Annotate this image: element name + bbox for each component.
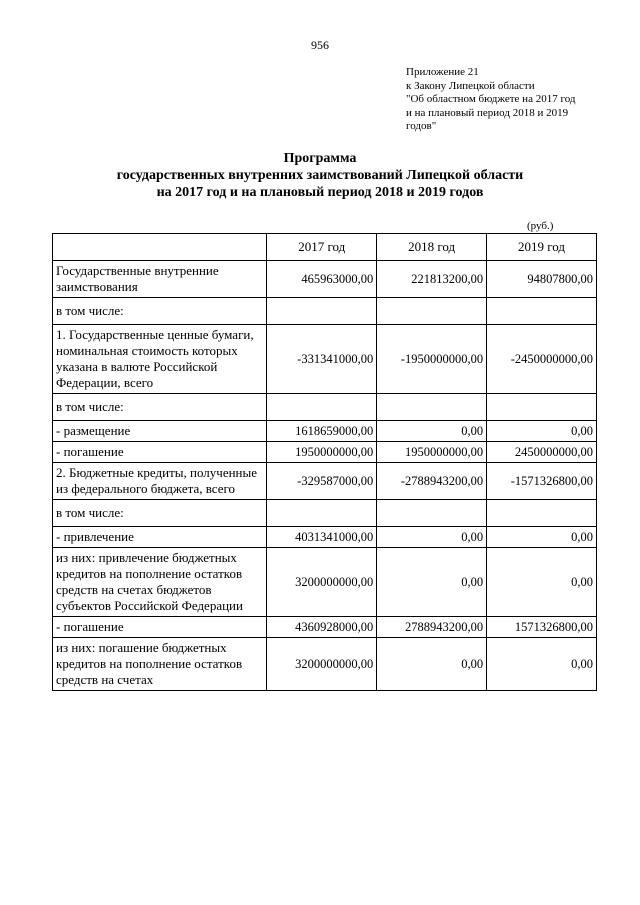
- value-2018: [377, 500, 487, 527]
- header-2018: 2018 год: [377, 234, 487, 261]
- value-2019: [487, 500, 597, 527]
- value-2017: -329587000,00: [267, 463, 377, 500]
- table-row: [53, 325, 597, 394]
- page-number: 956: [311, 38, 329, 52]
- value-2017: 4031341000,00: [267, 527, 377, 548]
- table-header-row: [53, 234, 597, 261]
- value-2019: 0,00: [487, 421, 597, 442]
- value-2018: 0,00: [377, 638, 487, 691]
- value-2019: -1571326800,00: [487, 463, 597, 500]
- value-2017: 465963000,00: [267, 261, 377, 298]
- table-row: [53, 548, 597, 617]
- table-row: [53, 638, 597, 691]
- row-label: 1. Государственные ценные бумаги, номинальная стоимость которых указана в валюте Российской Федерации, всего: [53, 325, 267, 394]
- value-2017: 3200000000,00: [267, 638, 377, 691]
- value-2017: [267, 298, 377, 325]
- table-row: [53, 617, 597, 638]
- value-2017: 1950000000,00: [267, 442, 377, 463]
- table-row: [53, 298, 597, 325]
- appendix-note: [406, 66, 606, 134]
- title-line: на 2017 год и на плановый период 2018 и 2019 годов: [156, 185, 484, 200]
- value-2017: 4360928000,00: [267, 617, 377, 638]
- table-row: [53, 261, 597, 298]
- row-label: - размещение: [53, 421, 267, 442]
- table-row: [53, 527, 597, 548]
- value-2018: 2788943200,00: [377, 617, 487, 638]
- title-line: Программа: [283, 151, 357, 166]
- value-2018: 0,00: [377, 421, 487, 442]
- table-row: [53, 500, 597, 527]
- row-label: в том числе:: [53, 394, 267, 421]
- row-label: - погашение: [53, 442, 267, 463]
- value-2018: [377, 298, 487, 325]
- currency-unit: (руб.): [527, 220, 554, 232]
- document-title: [0, 150, 640, 201]
- value-2019: 0,00: [487, 548, 597, 617]
- table-row: [53, 442, 597, 463]
- row-label: из них: привлечение бюджетных кредитов на пополнение остатков средств на счетах бюджетов субъектов Российской Федерации: [53, 548, 267, 617]
- value-2018: 0,00: [377, 548, 487, 617]
- row-label: из них: погашение бюджетных кредитов на пополнение остатков средств на счетах: [53, 638, 267, 691]
- value-2018: 221813200,00: [377, 261, 487, 298]
- appendix-line: к Закону Липецкой области: [406, 79, 535, 92]
- header-empty: [53, 234, 267, 261]
- value-2018: -1950000000,00: [377, 325, 487, 394]
- row-label: в том числе:: [53, 500, 267, 527]
- value-2019: 1571326800,00: [487, 617, 597, 638]
- row-label: - погашение: [53, 617, 267, 638]
- value-2018: 0,00: [377, 527, 487, 548]
- row-label: 2. Бюджетные кредиты, полученные из федерального бюджета, всего: [53, 463, 267, 500]
- table-row: [53, 421, 597, 442]
- title-line: государственных внутренних заимствований Липецкой области: [116, 168, 524, 183]
- appendix-line: Приложение 21: [406, 66, 479, 78]
- value-2018: [377, 394, 487, 421]
- appendix-line: "Об областном бюджете на 2017 год: [406, 93, 576, 105]
- header-2019: 2019 год: [487, 234, 597, 261]
- value-2017: -331341000,00: [267, 325, 377, 394]
- value-2017: [267, 394, 377, 421]
- value-2019: [487, 394, 597, 421]
- table-row: [53, 394, 597, 421]
- row-label: Государственные внутренние заимствования: [53, 261, 267, 298]
- appendix-line: годов": [406, 120, 437, 132]
- value-2019: 0,00: [487, 527, 597, 548]
- appendix-line: и на плановый период 2018 и 2019: [406, 106, 569, 119]
- row-label: - привлечение: [53, 527, 267, 548]
- borrowing-program-table: [52, 233, 597, 691]
- value-2017: 3200000000,00: [267, 548, 377, 617]
- value-2017: 1618659000,00: [267, 421, 377, 442]
- value-2019: [487, 298, 597, 325]
- value-2019: -2450000000,00: [487, 325, 597, 394]
- value-2019: 2450000000,00: [487, 442, 597, 463]
- table-row: [53, 463, 597, 500]
- header-2017: 2017 год: [267, 234, 377, 261]
- value-2018: -2788943200,00: [377, 463, 487, 500]
- row-label: в том числе:: [53, 298, 267, 325]
- value-2019: 0,00: [487, 638, 597, 691]
- value-2018: 1950000000,00: [377, 442, 487, 463]
- value-2017: [267, 500, 377, 527]
- value-2019: 94807800,00: [487, 261, 597, 298]
